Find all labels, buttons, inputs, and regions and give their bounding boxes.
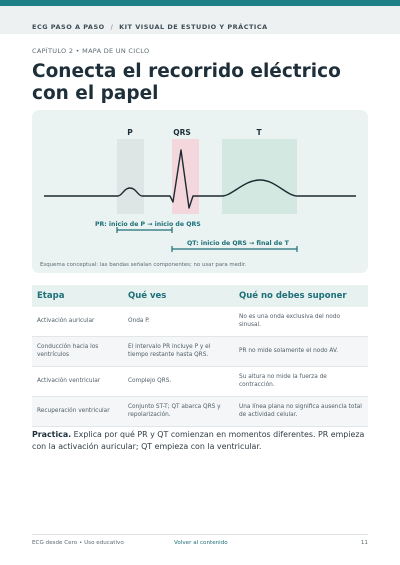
p-band [117,139,144,214]
page-title: Conecta el recorrido eléctrico con el papel [32,61,341,104]
table-cell: El intervalo PR incluye P y el tiempo restante hasta QRS. [128,344,211,358]
practice-label: Practica. [32,430,72,439]
column-header-stage: Etapa [32,285,123,307]
table-cell: Su altura no mide la fuerza de contracción. [239,374,327,388]
chapter-kicker [32,47,149,55]
footer-usage: Uso educativo [84,540,124,546]
diagram-caption: Esquema conceptual: las bandas señalan componentes; no usar para medir. [40,262,247,268]
ecg-diagram [32,110,368,273]
table-row [32,397,368,427]
page-number: 11 [360,540,368,546]
table-row [32,307,368,337]
table-cell: PR no mide solamente el nodo AV. [239,347,339,354]
breadcrumb-course: ECG PASO A PASO [32,23,105,31]
table-cell: Una línea plana no significa ausencia total de actividad celular. [239,404,362,418]
ecg-stages-table [32,285,368,427]
breadcrumb [32,23,268,31]
back-to-contents-link[interactable]: Volver al contenido [174,540,228,546]
breadcrumb-kit: KIT VISUAL DE ESTUDIO Y PRÁCTICA [119,23,268,31]
table-cell: Onda P. [128,317,150,324]
table-cell: Activación auricular [37,317,95,324]
table-cell: Conjunto ST-T; QT abarca QRS y repolarización. [128,404,221,418]
column-header-dont-assume: Qué no debes suponer [234,285,368,307]
qrs-band [172,139,199,214]
practice-prompt [32,429,370,453]
kicker-bullet: • [75,47,80,55]
breadcrumb-separator: / [110,23,114,31]
t-wave-label: T [256,128,262,137]
chapter-label: CAPÍTULO 2 [32,47,74,55]
practice-text: Explica por qué PR y QT comienzan en momentos diferentes. PR empieza con la activación auricular; QT empieza con la ventricular. [32,430,365,451]
ecg-diagram-panel [32,110,368,273]
p-wave-label: P [127,128,133,137]
footer-credit [32,540,124,546]
ecg-trace [44,150,356,208]
footer-series: ECG desde Cero [32,540,78,546]
table-cell: No es una onda exclusiva del nodo sinusal. [239,314,341,328]
pr-interval-label: PR: inicio de P → inicio de QRS [95,221,201,228]
qt-interval-label: QT: inicio de QRS → final de T [187,240,289,247]
table-row [32,367,368,397]
qrs-label: QRS [173,128,191,137]
footer-bullet: • [78,540,83,546]
table-cell: Complejo QRS. [128,377,172,384]
table-cell: Activación ventricular [37,377,101,384]
table-cell: Recuperación ventricular [37,407,110,414]
column-header-what-you-see: Qué ves [123,285,234,307]
page-header [0,6,400,34]
table-header-row [32,285,368,307]
table-cell: Conducción hacia los ventrículos [37,344,99,358]
table-row [32,337,368,367]
t-band [222,139,297,214]
section-label: MAPA DE UN CICLO [82,47,150,55]
footer-divider [32,534,368,535]
